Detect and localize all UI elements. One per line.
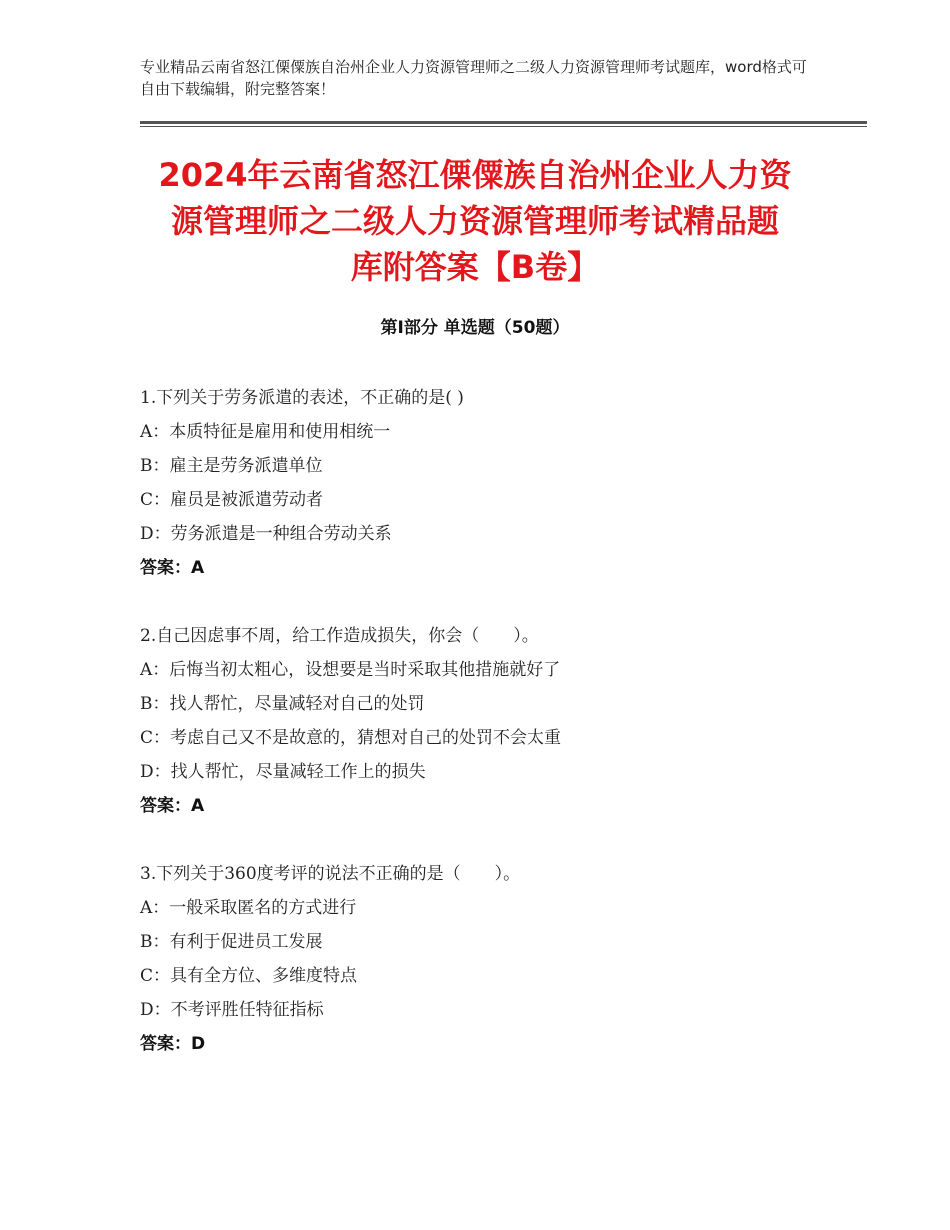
header-rule-thick [140, 121, 867, 124]
question-stem: 2.自己因虑事不周，给工作造成损失，你会（ ）。 [140, 626, 539, 646]
option-d: D：不考评胜任特征指标 [140, 1000, 324, 1020]
document-title-line-3: 库附答案【B卷】 [350, 248, 600, 286]
question-stem: 3.下列关于360度考评的说法不正确的是（ ）。 [140, 864, 521, 884]
option-a: A：一般采取匿名的方式进行 [140, 898, 357, 918]
header-note: 专业精品云南省怒江傈僳族自治州企业人力资源管理师之二级人力资源管理师考试题库，word格式可自由下载编辑，附完整答案！ [140, 58, 807, 98]
option-d: D：劳务派遣是一种组合劳动关系 [140, 524, 392, 544]
option-c: C：具有全方位、多维度特点 [140, 966, 358, 986]
answer: 答案：D [140, 1034, 206, 1054]
question-1 [140, 381, 840, 585]
document-title-line-1: 2024年云南省怒江傈僳族自治州企业人力资 [158, 156, 792, 194]
option-c: C：考虑自己又不是故意的，猜想对自己的处罚不会太重 [140, 728, 562, 748]
question-stem: 1.下列关于劳务派遣的表述，不正确的是( ) [140, 388, 464, 408]
option-a: A：本质特征是雇用和使用相统一 [140, 422, 391, 442]
option-c: C：雇员是被派遣劳动者 [140, 490, 324, 510]
question-3 [140, 857, 840, 1061]
option-d: D：找人帮忙，尽量减轻工作上的损失 [140, 762, 426, 782]
option-b: B：雇主是劳务派遣单位 [140, 456, 323, 476]
answer: 答案：A [140, 558, 205, 578]
section-title: 第Ⅰ部分 单选题（50题） [380, 318, 570, 338]
document-title-line-2: 源管理师之二级人力资源管理师考试精品题 [170, 202, 779, 240]
option-b: B：有利于促进员工发展 [140, 932, 323, 952]
header-rule-thin [140, 126, 867, 127]
question-2 [140, 619, 840, 823]
answer: 答案：A [140, 796, 205, 816]
document-title [110, 152, 840, 290]
option-b: B：找人帮忙，尽量减轻对自己的处罚 [140, 694, 425, 714]
question-list [140, 381, 840, 1095]
option-a: A：后悔当初太粗心，设想要是当时采取其他措施就好了 [140, 660, 561, 680]
